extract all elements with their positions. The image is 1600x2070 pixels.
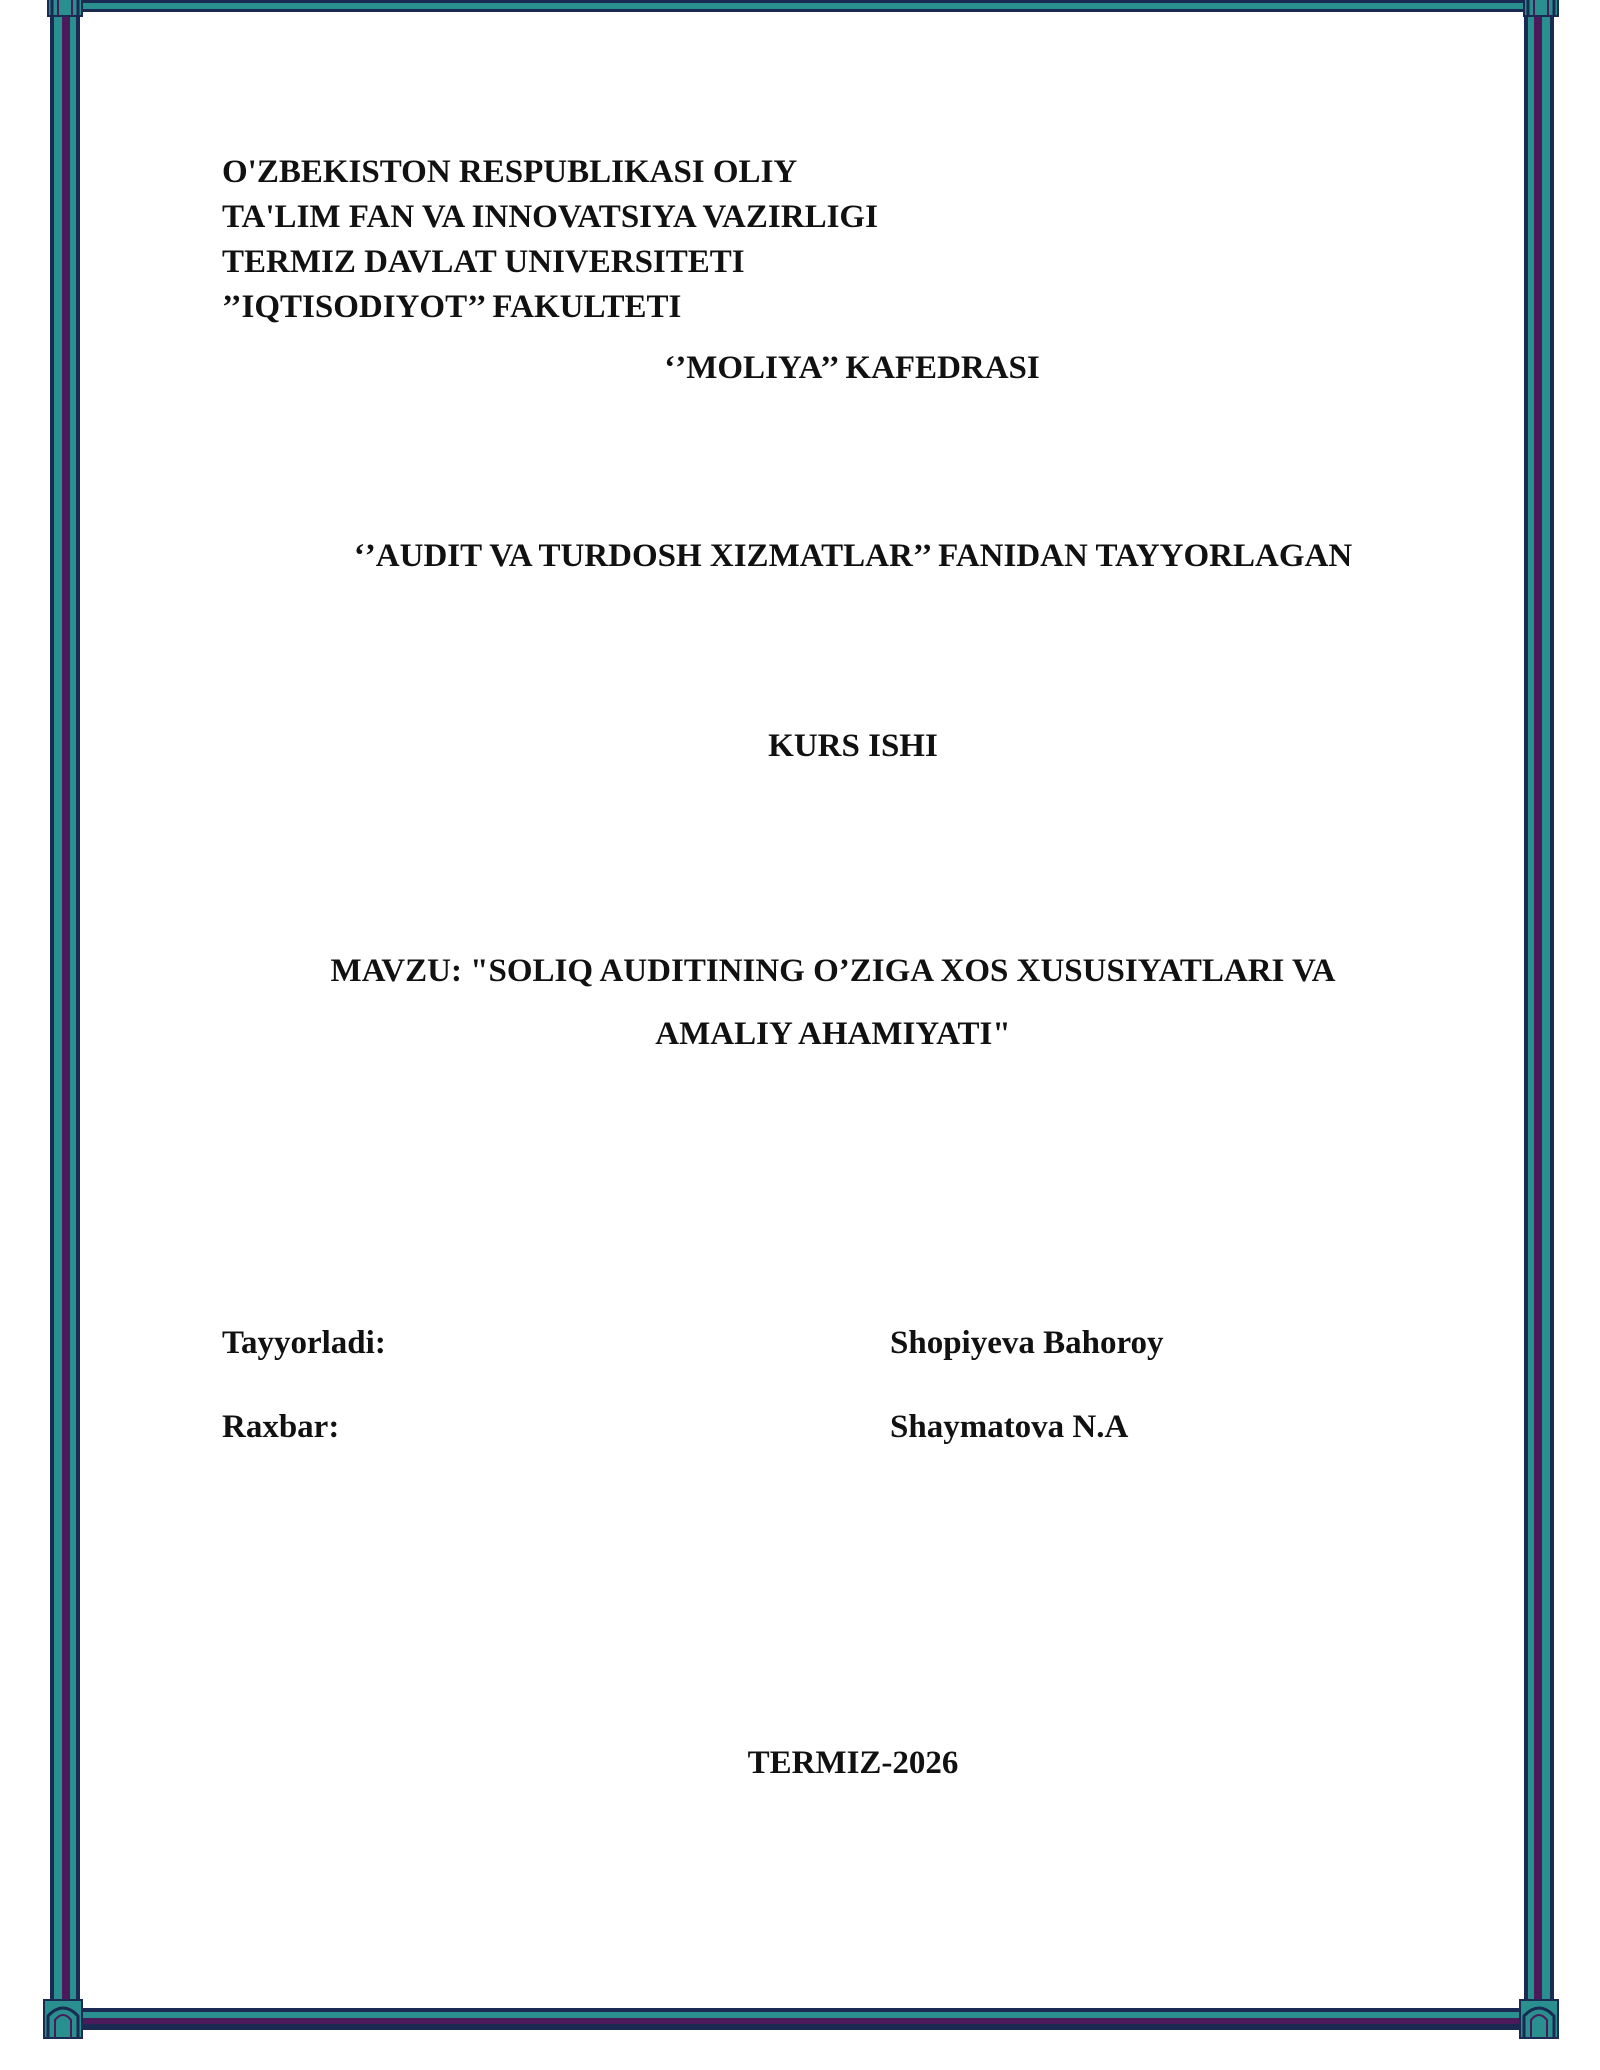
topic-title xyxy=(240,940,1426,1066)
work-type-title: KURS ISHI xyxy=(768,728,938,764)
topic-line-1: MAVZU: "SOLIQ AUDITINING O’ZIGA XOS XUSUSIYATLARI VA xyxy=(330,953,1336,989)
corner-ornament-icon xyxy=(42,0,88,18)
department-title: ‘’MOLIYA’’ KAFEDRASI xyxy=(664,350,1040,386)
page-border-left xyxy=(50,10,80,2010)
prepared-by-label: Tayyorladi: xyxy=(222,1325,386,1361)
topic-line-2: AMALIY AHAMIYATI" xyxy=(655,1016,1011,1052)
header-line-university: TERMIZ DAVLAT UNIVERSITETI xyxy=(222,244,745,280)
subject-line: ‘’AUDIT VA TURDOSH XIZMATLAR’’ FANIDAN TAYYORLAGAN xyxy=(353,538,1353,574)
page-border-top xyxy=(60,0,1540,12)
header-line-ministry-2: TA'LIM FAN VA INNOVATSIYA VAZIRLIGI xyxy=(222,199,878,235)
supervisor-label: Raxbar: xyxy=(222,1409,340,1445)
corner-ornament-icon xyxy=(1516,1996,1562,2042)
header-line-ministry-1: O'ZBEKISTON RESPUBLIKASI OLIY xyxy=(222,154,798,190)
page-border-right xyxy=(1524,10,1554,2010)
institution-header xyxy=(222,150,878,330)
prepared-by-name: Shopiyeva Bahoroy xyxy=(890,1325,1164,1361)
header-line-faculty: ’’IQTISODIYOT’’ FAKULTETI xyxy=(222,289,682,325)
city-year-footer: TERMIZ-2026 xyxy=(747,1745,959,1781)
corner-ornament-icon xyxy=(1518,0,1564,18)
supervisor-name: Shaymatova N.A xyxy=(890,1409,1129,1445)
page-border-bottom xyxy=(80,2008,1520,2030)
corner-ornament-icon xyxy=(40,1996,86,2042)
